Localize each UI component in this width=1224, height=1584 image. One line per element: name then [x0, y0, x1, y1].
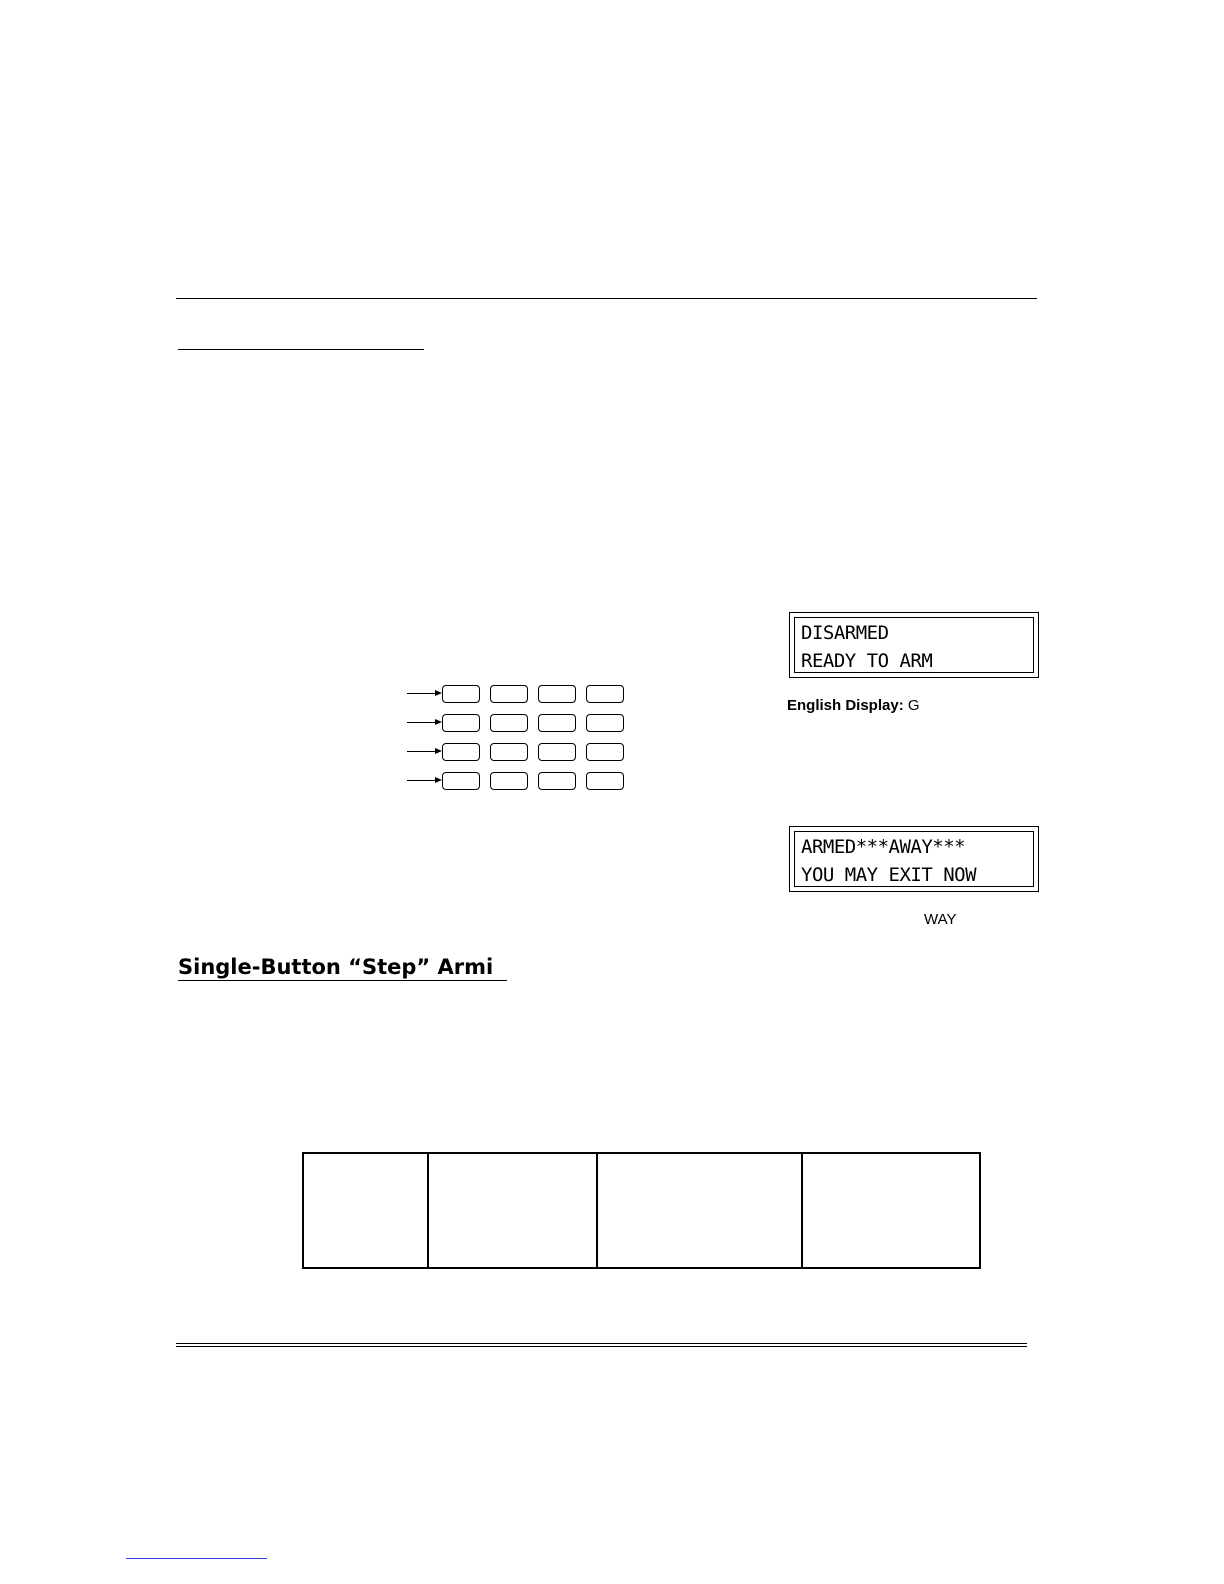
- bottom-rule-thin: [176, 1346, 1027, 1347]
- lcd-line-1: ARMED***AWAY***: [801, 836, 966, 858]
- english-display-value: G: [907, 697, 920, 714]
- arrow-head-icon: [435, 719, 442, 725]
- lcd-line-1: DISARMED: [801, 622, 889, 644]
- keypad-button: [538, 685, 576, 703]
- away-caption-fragment: WAY: [924, 911, 957, 928]
- arrow-head-icon: [435, 777, 442, 783]
- lcd-display-armed: [789, 826, 1039, 892]
- keypad-button: [586, 714, 624, 732]
- keypad-button: [490, 685, 528, 703]
- keypad-button: [538, 772, 576, 790]
- lcd-display-disarmed: [789, 612, 1039, 678]
- keypad-button: [490, 772, 528, 790]
- footer-link-underline: [126, 1558, 267, 1559]
- keypad-arrow: [407, 722, 437, 723]
- section-heading-underline: [178, 980, 507, 981]
- keypad-button: [538, 714, 576, 732]
- keypad-arrow: [407, 693, 437, 694]
- keypad-button: [442, 743, 480, 761]
- keypad-button: [490, 714, 528, 732]
- keypad-button: [586, 685, 624, 703]
- table-column-divider: [427, 1152, 429, 1269]
- english-display-label: English Display:: [787, 697, 904, 714]
- english-display-caption: [787, 697, 920, 714]
- top-rule: [176, 298, 1037, 299]
- arrow-head-icon: [435, 748, 442, 754]
- keypad-arrow: [407, 751, 437, 752]
- section-underline-top: [178, 349, 424, 350]
- keypad-button: [538, 743, 576, 761]
- bottom-rule: [176, 1343, 1027, 1344]
- keypad-button: [442, 772, 480, 790]
- lcd-line-2: READY TO ARM: [801, 650, 933, 672]
- lcd-line-2: YOU MAY EXIT NOW: [801, 864, 977, 886]
- keypad-arrow: [407, 780, 437, 781]
- keypad-button: [490, 743, 528, 761]
- keypad-button: [442, 685, 480, 703]
- keypad-button: [442, 714, 480, 732]
- keypad-button: [586, 772, 624, 790]
- section-heading: Single-Button “Step” Armi: [178, 955, 494, 979]
- table-column-divider: [801, 1152, 803, 1269]
- step-arming-table: [302, 1152, 981, 1269]
- keypad-button: [586, 743, 624, 761]
- table-column-divider: [596, 1152, 598, 1269]
- arrow-head-icon: [435, 690, 442, 696]
